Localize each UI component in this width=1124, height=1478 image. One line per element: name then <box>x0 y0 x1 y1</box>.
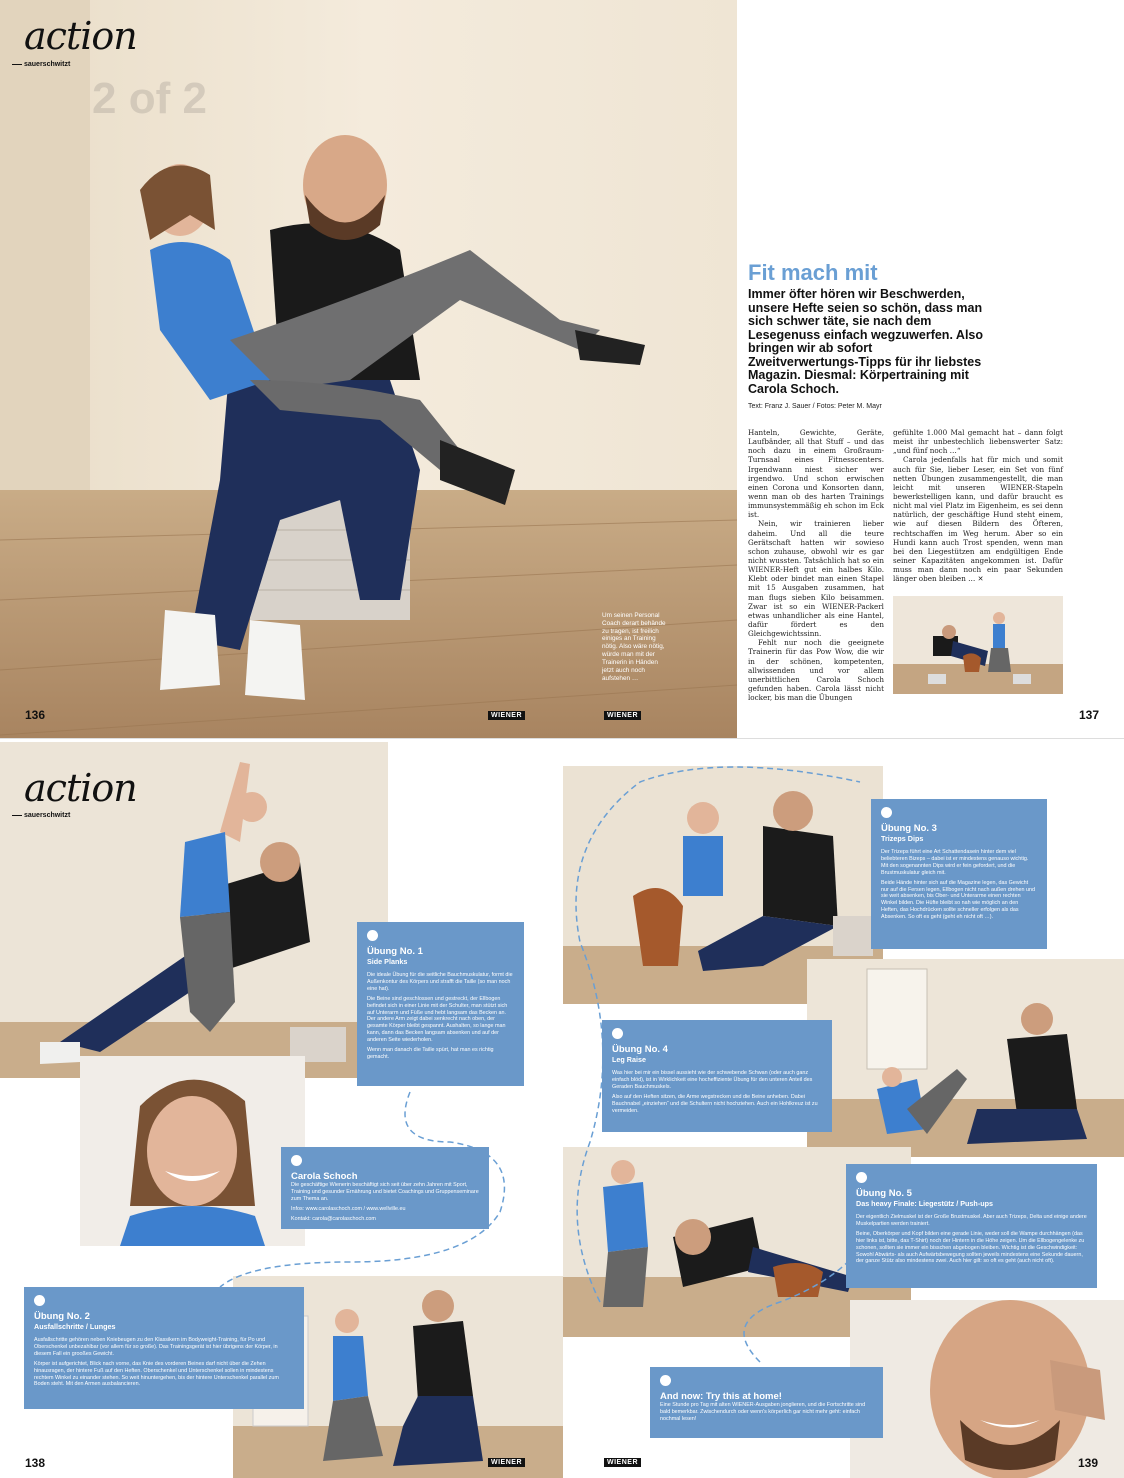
article-headline: Fit mach mit <box>748 260 878 285</box>
spread-138-139 <box>0 742 1124 1478</box>
exercise-subtitle: Trizeps Dips <box>881 834 924 843</box>
section-kicker-sub: sauerschwitzt <box>12 61 70 68</box>
exercise-subtitle: Das heavy Finale: Liegestütz / Push-ups <box>856 1199 993 1208</box>
exercise-text: Also auf den Heften sitzen, die Arme wegstrecken und die Beine anheben. Dabei Bauchnabel „einziehen“ und die Schultern nicht hochziehen. Auch ein Hohlkreuz ist zu vermeiden. <box>612 1093 818 1114</box>
body-column-1 <box>748 428 884 702</box>
exercise-box-2 <box>24 1287 304 1409</box>
bullet-dot <box>291 1155 302 1166</box>
photo-man-laughing <box>850 1300 1124 1478</box>
exercise-text: Was hier bei mir ein bissel aussieht wie der schwebende Schwan (oder auch ganz einfach blöd), ist in Wirklichkeit eine hocheffiziente Übung für den unteren Anteil des Geraden Bauchmuskels. <box>612 1070 813 1090</box>
wiener-logo-left: WIENER <box>488 1458 525 1467</box>
page-number-right: 139 <box>1078 1456 1099 1470</box>
trainer-name: Carola Schoch <box>291 1171 358 1182</box>
closing-title: And now: Try this at home! <box>660 1391 782 1402</box>
exercise-box-3 <box>871 799 1047 949</box>
trainer-website: Infos: www.carolaschoch.com / www.wellville.eu <box>291 1205 406 1212</box>
bullet-dot <box>881 807 892 818</box>
exercise-text: Wenn man danach die Taille spürt, hat man es richtig gemacht. <box>367 1047 494 1060</box>
bullet-dot <box>612 1028 623 1039</box>
wiener-logo-left: WIENER <box>488 711 525 720</box>
bullet-dot <box>660 1375 671 1386</box>
exercise-text: Körper ist aufgerichtet, Blick nach vorne, das Knie des vorderen Beines darf nicht über die Zehen hinausragen, der hintere Fuß auf den Heften. Oberschenkel und Unterschenkel sollen in mindestens rechtem Winkel zu einander stehen. So weit hinuntergehen, bis der hintere Unterschenkel parallel zum Boden steht. Mit den Armen ausbalancieren. <box>34 1360 279 1388</box>
exercise-title: Übung No. 4 <box>612 1044 668 1055</box>
exercise-box-1 <box>357 922 524 1086</box>
exercise-text: Die ideale Übung für die seitliche Bauchmuskulatur, formt die Außenkontur des Körpers und strafft die Taille (so man noch eine hat). <box>367 972 513 992</box>
body-paragraph: Nein, wir trainieren lieber daheim. Und all die teure Gerätschaft hatten wir sowieso schon zuhause, obwohl wir es gar nicht wussten. Tatsächlich hat so ein WIENER-Heft gut ein halbes Kilo. Klebt oder bindet man einen Stapel mit 15 Ausgaben zusammen, hat man flugs sieben Kilo beisammen. Zwar ist so ein WIENER-Packerl etwas unhandlicher als eine Hantel, dafür fördert es den Gleichgewichtssinn. <box>748 519 884 639</box>
trainer-contact: Kontakt: carola@carolaschoch.com <box>291 1215 376 1222</box>
body-paragraph: gefühlte 1.000 Mal gemacht hat – dann folgt meist ihr unbestechlich liebenswerter Satz: „und fünf noch …“ <box>893 428 1063 456</box>
body-paragraph: Hanteln, Gewichte, Geräte, Laufbänder, all that Stuff – und das noch dazu in einem Großraum-Turnsaal eines Fitnesscenters. Irgendwann niest sicher wer irgendwo. Und schon erwischen einen Corona und Konsorten dann, wenn man ob des harten Trainings immunsystemmäßig eh schon im Eck ist. <box>748 428 884 520</box>
page-counter: 2 of 2 <box>92 74 207 123</box>
closing-text: Eine Stunde pro Tag mit alten WIENER-Ausgaben jonglieren, und die Fortschritte sind bald bemerkbar. Zwischendurch oder wenn's körperlich gar nicht mehr geht: einfach nochmal lesen! <box>660 1402 866 1422</box>
exercise-text: Beine, Oberkörper und Kopf bilden eine gerade Linie, weder soll die Wampe durchhängen (das hier links ist, bitte, das T-Shirt) noch der Hintern in die Höhe zeigen. Um die Ellbogengelenke zu schonen, sollten sie immer ein bisschen abgebogen bleiben. Wichtig ist die Geschwindigkeit: Sowohl Abwärts- als auch Aufwärtsbewegung sollten jeweils mindestens eine Sekunde dauern, der ganze Stütz also mindestens zwei. Auch hier gilt: so oft es geht (auch nicht oft). <box>856 1230 1085 1265</box>
page-number-left: 138 <box>25 1456 46 1470</box>
photo-caption: Um seinen Personal Coach derart behände zu tragen, ist freilich einiges an Training nötig. Also wäre nötig, würde man mit der Trainerin in Händen jetzt auch noch aufstehen … <box>602 612 666 682</box>
exercise-title: Übung No. 5 <box>856 1188 912 1199</box>
exercise-box-4 <box>602 1020 832 1132</box>
exercise-text: Der Trizeps führt eine Art Schattendasein hinter dem viel beliebteren Bizeps – dabei ist er mindestens genauso wichtig. Mit den sogenannten Dips wird er fein gefordert, und die Brustmuskulatur gleich mit. <box>881 849 1029 876</box>
exercise-text: Beide Hände hinter sich auf die Magazine legen, das Gewicht nur auf die Fersen legen, Ellbogen nicht nach außen drehen und sie weit absenken, bis Ober- und Unterarme einen rechten Winkel bilden. Die Hüfte bleibt so nah wie möglich an den Heften, das Hochdrücken sollte schneller erfolgen als das Absenken. So oft es geht (geht eh nicht oft …). <box>881 879 1036 921</box>
body-paragraph: Fehlt nur noch die geeignete Trainerin für das Pow Wow, die wir in der schönen, kompetenten, allwissenden und vor allem unerbittlichen Carola Schoch gefunden haben. Carola lässt nicht locker, bis man die Übungen <box>748 638 884 703</box>
exercise-text: Der eigentlich Zielmuskel ist der Große Brustmuskel. Aber auch Trizeps, Delta und einige andere Muskelpartien werden trainiert. <box>856 1214 1087 1227</box>
section-kicker: action <box>24 14 137 58</box>
body-column-2 <box>893 428 1063 583</box>
body-paragraph: Carola jedenfalls hat für mich und somit auch für Sie, lieber Leser, ein Set von fünf netten Übungen zusammengestellt, die man leicht mit unseren WIENER-Stapeln bewerkstelligen kann, und dafür braucht es nicht mal viel Platz im Eigenheim, es sei denn natürlich, der geschäftige Hund steht einem, wie auf diesen Bildern des Öfteren, rechtschaffen im Weg herum. Aber so ein Hundi kann auch Trost spenden, wenn man bei den Liegestützen am endgültigen Ende seiner Kapazitäten angekommen ist. Dafür muss man dann noch ein paar Sekunden länger oben bleiben … ✕ <box>893 455 1063 584</box>
wiener-logo-right: WIENER <box>604 1458 641 1467</box>
exercise-subtitle: Side Planks <box>367 957 408 966</box>
section-kicker: action <box>24 766 137 810</box>
section-kicker-sub: sauerschwitzt <box>12 812 70 819</box>
exercise-subtitle: Leg Raise <box>612 1055 646 1064</box>
trainer-box <box>281 1147 489 1229</box>
page-number-right: 137 <box>1079 708 1100 722</box>
page-number-left: 136 <box>25 708 46 722</box>
trainer-text: Die geschäftige Wienerin beschäftigt sich seit über zehn Jahren mit Sport, Training und gesunder Ernährung und bietet Coachings und Gruppenseminare zum Thema an. <box>291 1182 479 1202</box>
bullet-dot <box>367 930 378 941</box>
small-photo-training-dog <box>893 596 1063 694</box>
bullet-dot <box>34 1295 45 1306</box>
exercise-title: Übung No. 1 <box>367 946 423 957</box>
exercise-subtitle: Ausfallschritte / Lunges <box>34 1322 116 1331</box>
article-credit: Text: Franz J. Sauer / Fotos: Peter M. Mayr <box>748 403 882 410</box>
photo-leg-raise <box>807 959 1124 1157</box>
try-at-home-box <box>650 1367 883 1438</box>
exercise-text: Ausfallschritte gehören neben Kniebeugen zu den Klassikern im Bodyweight-Training, für Po und Oberschenkel unbezahlbar (vor allem für so große). Das Trainingsgerät ist hier übrigens der Körper, in diesem Fall ein grooßes Gewicht. <box>34 1337 278 1357</box>
wiener-logo-right: WIENER <box>604 711 641 720</box>
bullet-dot <box>856 1172 867 1183</box>
exercise-title: Übung No. 2 <box>34 1311 90 1322</box>
photo-carola-portrait <box>80 1056 305 1246</box>
article-lead: Immer öfter hören wir Beschwerden, unsere Hefte seien so schön, dass man sich schwer täte, sie nach dem Lesegenuss einfach wegzuwerfen. Also bringen wir ab sofort Zweitverwertungs-Tipps für ihr liebstes Magazin. Diesmal: Körpertraining mit Carola Schoch. <box>748 287 984 396</box>
exercise-text: Die Beine sind geschlossen und gestreckt, der Ellbogen befindet sich in einer Linie mit der Schulter, man stützt sich auf Unterarm und Füße und hebt langsam das Becken an. Der andere Arm zeigt dabei senkrecht nach oben, der gesamte Körper bleibt gespannt. Aushalten, so lange man kann, dann das Becken langsam absenken und auf der anderen Seite wiederholen. <box>367 995 508 1044</box>
exercise-title: Übung No. 3 <box>881 823 937 834</box>
exercise-box-5 <box>846 1164 1097 1288</box>
